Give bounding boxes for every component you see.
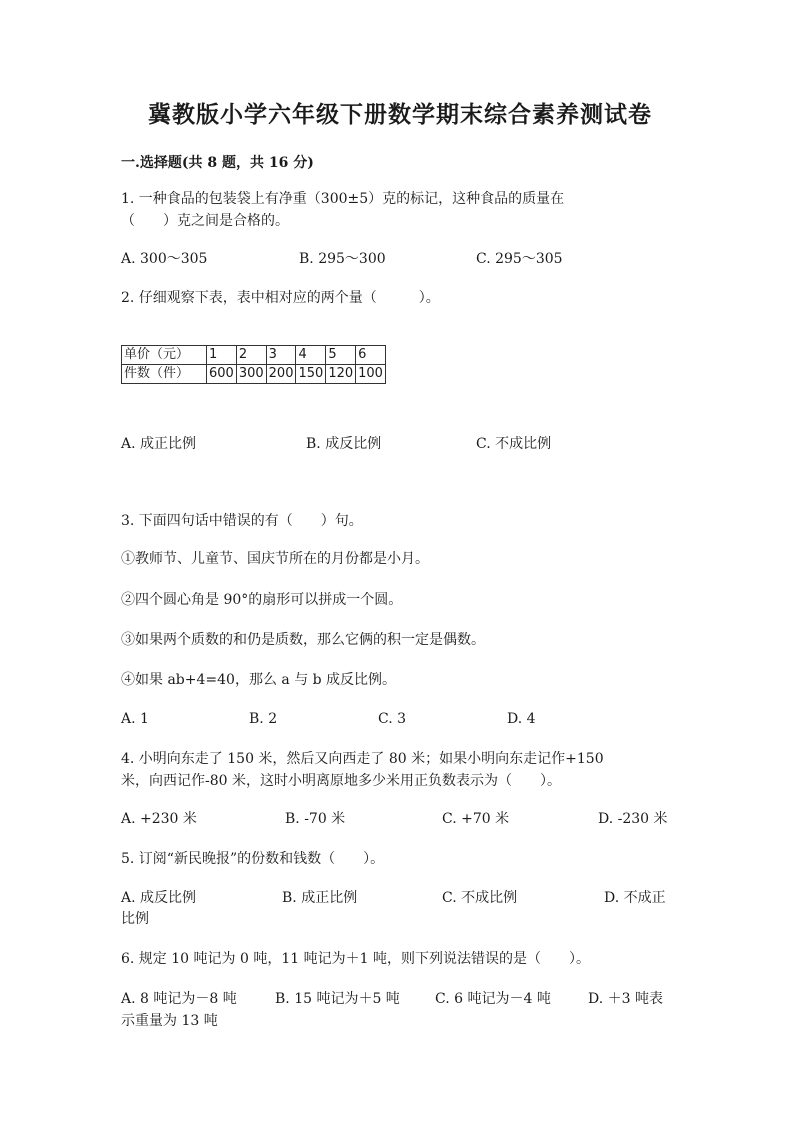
page-title: 冀教版小学六年级下册数学期末综合素养测试卷 bbox=[148, 101, 652, 128]
table-cell: 120 bbox=[326, 365, 356, 384]
table-cell: 5 bbox=[326, 346, 356, 365]
question-3-stem: 3. 下面四句话中错误的有（ ）句。 bbox=[121, 513, 363, 529]
price-quantity-table bbox=[121, 345, 386, 384]
question-6-stem: 6. 规定 10 吨记为 0 吨，11 吨记为＋1 吨，则下列说法错误的是（ ）。 bbox=[121, 951, 590, 967]
q6-option-d: D. ＋3 吨表 bbox=[588, 991, 663, 1007]
q6-option-c: C. 6 吨记为－4 吨 bbox=[435, 991, 551, 1007]
question-4 bbox=[121, 748, 681, 792]
q1-option-b: B. 295～300 bbox=[299, 251, 386, 267]
question-3-statement-2: ②四个圆心角是 90°的扇形可以拼成一个圆。 bbox=[121, 592, 403, 608]
q1-option-a: A. 300～305 bbox=[121, 251, 208, 267]
question-2-stem: 2. 仔细观察下表，表中相对应的两个量（ ）。 bbox=[121, 290, 440, 306]
table-header-quantity: 件数（件） bbox=[122, 365, 207, 384]
table-header-price: 单价（元） bbox=[122, 346, 207, 365]
table-cell: 3 bbox=[266, 346, 296, 365]
table-cell: 100 bbox=[356, 365, 386, 384]
table-row bbox=[122, 346, 386, 365]
q6-option-b: B. 15 吨记为＋5 吨 bbox=[275, 991, 400, 1007]
q4-option-d: D. -230 米 bbox=[598, 811, 668, 827]
q4-option-c: C. +70 米 bbox=[442, 811, 510, 827]
q2-option-c: C. 不成比例 bbox=[476, 436, 552, 452]
q5-option-a: A. 成反比例 bbox=[121, 890, 197, 906]
table-cell: 150 bbox=[296, 365, 326, 384]
q5-option-d: D. 不成正 bbox=[604, 890, 666, 906]
q5-option-d-continued: 比例 bbox=[121, 911, 149, 927]
question-4-line1: 4. 小明向东走了 150 米，然后又向西走了 80 米；如果小明向东走记作+150 bbox=[121, 751, 604, 767]
table-row bbox=[122, 365, 386, 384]
table-cell: 2 bbox=[236, 346, 266, 365]
q4-option-b: B. -70 米 bbox=[285, 811, 346, 827]
table-cell: 300 bbox=[236, 365, 266, 384]
section-heading: 一.选择题(共 8 题，共 16 分) bbox=[121, 155, 314, 171]
question-5-stem: 5. 订阅“新民晚报”的份数和钱数（ ）。 bbox=[121, 851, 385, 867]
question-1-line2: （ ）克之间是合格的。 bbox=[121, 213, 289, 229]
table-cell: 1 bbox=[207, 346, 237, 365]
question-3-statement-3: ③如果两个质数的和仍是质数，那么它俩的积一定是偶数。 bbox=[121, 632, 485, 648]
q6-option-a: A. 8 吨记为－8 吨 bbox=[121, 991, 237, 1007]
q1-option-c: C. 295～305 bbox=[476, 251, 563, 267]
question-3-statement-4: ④如果 ab+4=40，那么 a 与 b 成反比例。 bbox=[121, 672, 397, 688]
q5-option-c: C. 不成比例 bbox=[442, 890, 518, 906]
q3-option-c: C. 3 bbox=[378, 711, 407, 727]
q2-option-a: A. 成正比例 bbox=[121, 436, 197, 452]
q6-option-d-continued: 示重量为 13 吨 bbox=[121, 1013, 218, 1029]
q3-option-d: D. 4 bbox=[507, 711, 536, 727]
q4-option-a: A. +230 米 bbox=[121, 811, 197, 827]
q2-option-b: B. 成反比例 bbox=[306, 436, 382, 452]
table-cell: 6 bbox=[356, 346, 386, 365]
q5-option-b: B. 成正比例 bbox=[282, 890, 358, 906]
question-1 bbox=[121, 188, 681, 232]
question-1-line1: 1. 一种食品的包装袋上有净重（300±5）克的标记，这种食品的质量在 bbox=[121, 191, 565, 207]
table-cell: 4 bbox=[296, 346, 326, 365]
table-cell: 600 bbox=[207, 365, 237, 384]
question-4-line2: 米，向西记作-80 米，这时小明离原地多少米用正负数表示为（ ）。 bbox=[121, 773, 561, 789]
table-cell: 200 bbox=[266, 365, 296, 384]
q3-option-b: B. 2 bbox=[249, 711, 278, 727]
q3-option-a: A. 1 bbox=[121, 711, 149, 727]
question-3-statement-1: ①教师节、儿童节、国庆节所在的月份都是小月。 bbox=[121, 551, 429, 567]
